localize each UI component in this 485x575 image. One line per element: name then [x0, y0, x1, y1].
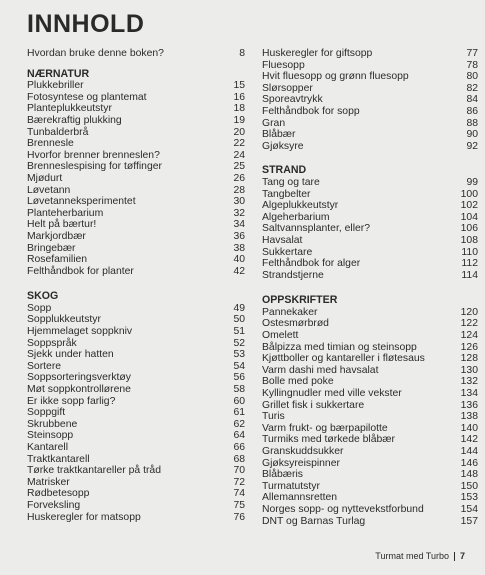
toc-entry [27, 266, 245, 278]
toc-entry-page: 102 [460, 200, 478, 212]
toc-entry-label: Fluesopp [262, 59, 305, 71]
toc-entry-page: 146 [460, 457, 478, 469]
toc-entry-label: Varm frukt- og bærpapilotte [262, 422, 388, 434]
toc-entry-label: Granskuddsukker [262, 446, 344, 457]
toc-entry [27, 372, 245, 384]
toc-entry [27, 138, 245, 150]
spacer [262, 281, 478, 295]
toc-entry-page: 8 [239, 48, 245, 59]
toc-entry [27, 488, 245, 500]
toc-entry-label: Gjøksyre [262, 140, 304, 152]
footer-page-number: 7 [459, 551, 465, 561]
toc-entry-label: Gjøksyreispinner [262, 457, 340, 469]
toc-entry-label: Bringebær [27, 242, 76, 254]
toc-entry-label: Turmiks med tørkede blåbær [262, 434, 395, 446]
toc-entry-label: Felthåndbok for planter [27, 265, 134, 277]
toc-entry-label: Soppgift [27, 407, 66, 419]
toc-entry-page: 53 [233, 349, 245, 361]
toc-entry-label: Soppsorteringsverktøy [27, 372, 131, 384]
toc-entry [27, 161, 245, 173]
toc-entry-label: Felthåndbok for sopp [262, 105, 360, 117]
toc-column-right [262, 48, 478, 527]
toc-entry [262, 212, 478, 224]
toc-entry-page: 49 [233, 302, 245, 314]
toc-entry-page: 76 [233, 511, 245, 523]
section-heading: OPPSKRIFTER [262, 294, 338, 307]
toc-entry-page: 24 [233, 149, 245, 161]
toc-entry-label: Hvorfor brenner brenneslen? [27, 149, 160, 161]
toc-entry-page: 80 [466, 71, 478, 83]
toc-entry-page: 19 [233, 114, 245, 126]
toc-entry [27, 231, 245, 243]
toc-entry-label: Møt soppkontrollørene [27, 384, 131, 396]
toc-entry-label: Sukkertare [262, 246, 313, 258]
toc-entry-page: 61 [233, 407, 245, 419]
toc-entry [27, 500, 245, 512]
toc-entry-page: 34 [233, 219, 245, 231]
toc-entry-label: Gran [262, 117, 286, 129]
spacer [27, 277, 245, 291]
toc-entry-label: Algeplukkeutstyr [262, 200, 339, 212]
toc-entry-page: 120 [460, 306, 478, 318]
toc-entry-label: Fotosyntese og plantemat [27, 91, 147, 103]
toc-entry-label: Turis [262, 411, 285, 423]
toc-entry [262, 353, 478, 365]
toc-entry-page: 32 [233, 207, 245, 219]
toc-entry [27, 208, 245, 220]
toc-entry-page: 122 [460, 318, 478, 330]
toc-entry [262, 330, 478, 342]
toc-entry [27, 127, 245, 139]
toc-entry-label: Markjordbær [27, 230, 86, 242]
toc-entry-page: 114 [461, 269, 478, 281]
toc-entry-page: 100 [460, 188, 478, 200]
toc-entry [27, 219, 245, 231]
toc-entry [262, 434, 478, 446]
toc-entry-page: 62 [233, 418, 245, 430]
toc-entry-page: 58 [233, 384, 245, 396]
toc-entry-label: Tunbalderbrå [27, 126, 89, 138]
toc-entry-label: Hvordan bruke denne boken? [27, 48, 164, 59]
section-heading: STRAND [262, 164, 307, 177]
toc-entry [27, 477, 245, 489]
toc-entry-label: Blåbæris [262, 469, 303, 481]
toc-list-continued [262, 48, 478, 152]
toc-entry-page: 42 [233, 265, 245, 277]
toc-entry [262, 469, 478, 481]
toc-entry-page: 30 [233, 196, 245, 208]
toc-entry-intro [27, 48, 245, 60]
toc-entry-page: 150 [460, 480, 478, 492]
toc-entry-label: Hjemmelaget soppkniv [27, 326, 133, 338]
toc-entry [262, 200, 478, 212]
toc-entry-page: 84 [466, 94, 478, 106]
toc-entry [27, 512, 245, 524]
toc-entry [262, 516, 478, 528]
toc-entry-label: Løvetanneksperimentet [27, 196, 136, 208]
toc-entry-label: Planteherbarium [27, 207, 104, 219]
toc-entry-page: 112 [461, 258, 478, 270]
toc-entry-page: 40 [233, 254, 245, 266]
toc-entry [27, 442, 245, 454]
toc-entry-label: Kantarell [27, 442, 69, 453]
toc-entry-label: Sporeavtrykk [262, 94, 323, 106]
toc-entry-page: 28 [233, 184, 245, 196]
toc-entry-page: 18 [233, 103, 245, 115]
toc-entry [27, 115, 245, 127]
toc-entry-page: 54 [233, 360, 245, 372]
toc-entry-page: 38 [233, 242, 245, 254]
toc-entry-page: 136 [460, 399, 478, 411]
toc-entry-label: Brenneslespising for tøffinger [27, 161, 162, 173]
toc-entry-label: Kyllingnudler med ville vekster [262, 388, 402, 400]
toc-entry [262, 318, 478, 330]
section-heading: NÆRNATUR [27, 67, 90, 80]
toc-entry-page: 157 [460, 515, 478, 527]
toc-entry-page: 20 [233, 126, 245, 138]
toc-entry [27, 185, 245, 197]
toc-entry [262, 177, 478, 189]
toc-entry-label: Planteplukkeutstyr [27, 103, 112, 115]
toc-entry [262, 258, 478, 270]
toc-entry-page: 88 [466, 117, 478, 129]
toc-entry-label: Hvit fluesopp og grønn fluesopp [262, 71, 409, 83]
toc-entry-label: Steinsopp [27, 430, 74, 442]
toc-entry [27, 349, 245, 361]
toc-entry-label: Strandstjerne [262, 269, 324, 281]
toc-entry-label: Er ikke sopp farlig? [27, 395, 116, 407]
toc-entry [27, 103, 245, 115]
toc-entry [262, 388, 478, 400]
toc-entry-page: 126 [460, 341, 478, 353]
toc-entry-page: 22 [233, 138, 245, 150]
toc-entry [262, 481, 478, 493]
toc-entry-label: Tang og tare [262, 176, 320, 188]
toc-entry [262, 48, 478, 60]
toc-entry-label: Blåbær [262, 129, 296, 141]
toc-entry [262, 411, 478, 423]
toc-entry-label: Saltvannsplanter, eller? [262, 223, 371, 235]
toc-entry [262, 71, 478, 83]
toc-entry [262, 94, 478, 106]
toc-entry-label: Bærekraftig plukking [27, 114, 122, 126]
toc-entry [262, 400, 478, 412]
toc-entry-page: 77 [466, 48, 478, 59]
toc-entry-page: 90 [466, 129, 478, 141]
toc-entry [262, 458, 478, 470]
toc-entry [27, 419, 245, 431]
toc-entry [27, 361, 245, 373]
toc-entry-label: Bålpizza med timian og steinsopp [262, 341, 417, 353]
toc-entry [262, 235, 478, 247]
toc-entry-page: 70 [233, 465, 245, 477]
toc-entry-label: Tangbelter [262, 188, 311, 200]
toc-entry-page: 64 [233, 430, 245, 442]
toc-entry-label: Norges sopp- og nyttevekstforbund [262, 503, 424, 515]
toc-entry-page: 132 [460, 376, 478, 388]
toc-entry-label: Kjøttboller og kantareller i fløtesaus [262, 353, 425, 365]
toc-entry-label: Soppspråk [27, 337, 77, 349]
toc-entry [262, 376, 478, 388]
toc-entry-label: Pannekaker [262, 306, 318, 318]
toc-entry [262, 60, 478, 72]
toc-entry-label: Allemannsretten [262, 492, 338, 504]
toc-entry-page: 108 [460, 234, 478, 246]
toc-entry-label: Huskeregler for giftsopp [262, 48, 373, 59]
toc-entry-label: Helt på bærtur! [27, 219, 97, 231]
toc-entry-page: 128 [460, 353, 478, 365]
toc-entry [27, 196, 245, 208]
toc-entry [262, 504, 478, 516]
toc-entry-page: 26 [233, 172, 245, 184]
toc-entry-page: 56 [233, 372, 245, 384]
toc-entry [262, 446, 478, 458]
toc-entry-label: Mjødurt [27, 172, 63, 184]
toc-entry-page: 74 [233, 488, 245, 500]
toc-entry [27, 150, 245, 162]
toc-entry-label: Grillet fisk i sukkertare [262, 399, 365, 411]
toc-entry-page: 110 [461, 246, 478, 258]
toc-entry-page: 68 [233, 453, 245, 465]
toc-entry [27, 454, 245, 466]
toc-entry-label: Sjekk under hatten [27, 349, 114, 361]
toc-entry-label: Løvetann [27, 184, 71, 196]
toc-entry-page: 92 [466, 140, 478, 152]
toc-entry-label: Tørke traktkantareller på tråd [27, 465, 161, 477]
toc-entry-page: 15 [233, 80, 245, 92]
toc-entry-page: 78 [466, 59, 478, 71]
toc-entry [27, 243, 245, 255]
toc-entry [27, 465, 245, 477]
toc-entry-page: 140 [460, 422, 478, 434]
toc-entry [27, 254, 245, 266]
toc-entry-page: 82 [466, 82, 478, 94]
toc-entry-label: Skrubbene [27, 418, 78, 430]
toc-entry-label: Ostesmørbrød [262, 318, 329, 330]
toc-entry-page: 130 [460, 364, 478, 376]
toc-entry-label: Slørsopper [262, 82, 313, 94]
toc-entry [262, 129, 478, 141]
toc-entry-label: DNT og Barnas Turlag [262, 515, 366, 527]
toc-entry [262, 118, 478, 130]
toc-entry [262, 83, 478, 95]
toc-entry-page: 138 [460, 411, 478, 423]
toc-entry-label: Brennesle [27, 138, 74, 150]
page-title: INNHOLD [27, 10, 145, 38]
toc-entry-page: 66 [233, 442, 245, 453]
toc-entry [262, 141, 478, 153]
toc-entry-page: 148 [460, 469, 478, 481]
toc-entry-page: 75 [233, 499, 245, 511]
toc-entry-label: Felthåndbok for alger [262, 258, 361, 270]
toc-entry [27, 326, 245, 338]
toc-entry-label: Sopplukkeutstyr [27, 314, 101, 326]
toc-entry [27, 396, 245, 408]
toc-entry-page: 104 [460, 211, 478, 223]
toc-entry-page: 86 [466, 105, 478, 117]
toc-entry [262, 189, 478, 201]
toc-entry [27, 430, 245, 442]
section-heading: SKOG [27, 290, 59, 303]
toc-entry-label: Bolle med poke [262, 376, 334, 388]
toc-entry [262, 307, 478, 319]
toc-entry-page: 51 [233, 326, 245, 338]
toc-entry-label: Havsalat [262, 234, 303, 246]
toc-column-left [27, 48, 245, 523]
toc-entry [27, 92, 245, 104]
toc-entry [262, 342, 478, 354]
toc-entry-page: 134 [460, 388, 478, 400]
toc-entry-label: Sopp [27, 302, 52, 314]
page-footer [375, 551, 465, 561]
toc-entry-page: 144 [460, 446, 478, 457]
toc-entry-label: Sortere [27, 360, 62, 372]
toc-entry [262, 270, 478, 282]
toc-entry [262, 223, 478, 235]
toc-entry-label: Varm dashi med havsalat [262, 364, 379, 376]
toc-entry [262, 492, 478, 504]
toc-entry [262, 423, 478, 435]
toc-entry-page: 142 [460, 434, 478, 446]
toc-entry-page: 72 [233, 476, 245, 488]
toc-entry [27, 384, 245, 396]
toc-entry-label: Turmatutstyr [262, 480, 320, 492]
toc-entry-page: 124 [460, 330, 478, 342]
footer-book-title: Turmat med Turbo [375, 551, 449, 561]
toc-entry-label: Forveksling [27, 499, 81, 511]
toc-entry-page: 50 [233, 314, 245, 326]
toc-entry [27, 80, 245, 92]
toc-entry-label: Matrisker [27, 476, 70, 488]
toc-entry [27, 407, 245, 419]
toc-entry-label: Omelett [262, 330, 299, 342]
toc-sections-right [262, 152, 478, 527]
toc-entry-page: 52 [233, 337, 245, 349]
toc-entry-page: 16 [233, 91, 245, 103]
toc-entry-label: Plukkebriller [27, 80, 84, 92]
toc-entry-page: 60 [233, 395, 245, 407]
toc-entry [262, 106, 478, 118]
toc-entry [27, 173, 245, 185]
toc-entry-page: 25 [233, 161, 245, 173]
toc-entry-page: 153 [460, 492, 478, 504]
toc-entry [27, 314, 245, 326]
toc-entry [262, 365, 478, 377]
toc-entry-page: 99 [466, 176, 478, 188]
toc-entry-label: Traktkantarell [27, 453, 90, 465]
toc-entry [27, 303, 245, 315]
toc-entry-page: 36 [233, 230, 245, 242]
footer-divider [454, 552, 455, 561]
toc-entry-page: 106 [460, 223, 478, 235]
toc-entry-label: Algeherbarium [262, 211, 330, 223]
toc-entry-label: Rosefamilien [27, 254, 88, 266]
toc-entry [262, 247, 478, 259]
toc-sections-left [27, 60, 245, 524]
toc-entry-label: Rødbetesopp [27, 488, 90, 500]
toc-entry [27, 338, 245, 350]
toc-entry-page: 154 [460, 503, 478, 515]
toc-entry-label: Huskeregler for matsopp [27, 511, 141, 523]
